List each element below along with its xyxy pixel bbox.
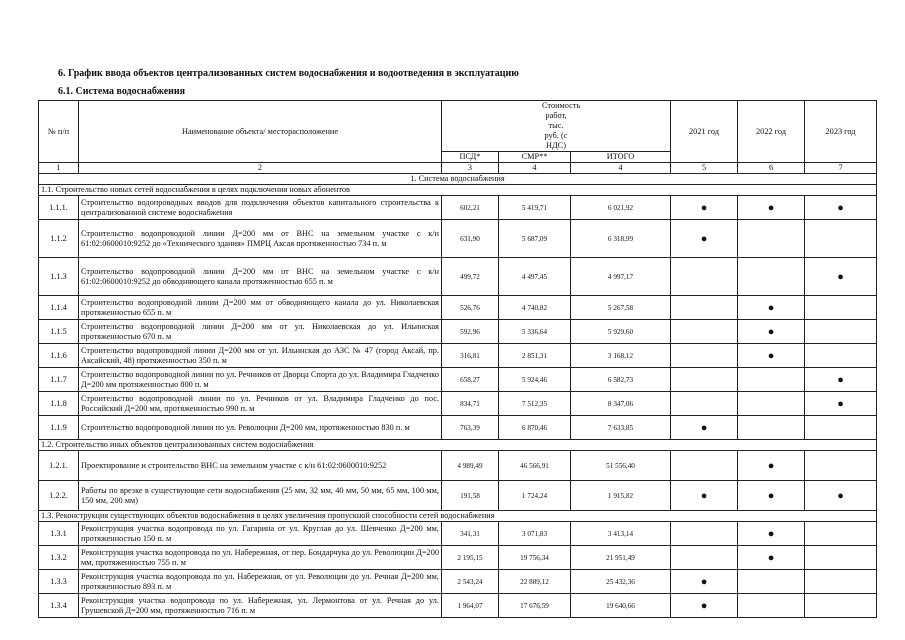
object-name: Реконструкция участка водопровода по ул. Набережная, от пер. Бондарчука до ул. Революции Д=200 мм, протяженностью 755 п. м [79, 546, 442, 570]
row-number: 1.3.2 [39, 546, 79, 570]
smr-cost: 5 419,71 [499, 196, 571, 220]
year-2022-marker: ● [738, 451, 805, 481]
year-2023-marker: ● [805, 258, 877, 296]
total-cost: 8 347,06 [571, 392, 671, 416]
psd-cost: 526,76 [442, 296, 499, 320]
psd-cost: 592,96 [442, 320, 499, 344]
total-cost: 3 168,12 [571, 344, 671, 368]
table-row [39, 344, 877, 368]
object-name: Строительство водопроводной линии Д=200 мм от ВНС на земельном участке с к/н 61:02:0600010:9252 до обводняющего канала протяженностью 655 п. м [79, 258, 442, 296]
object-name: Строительство водопроводной линии по ул. Речников от Дворца Спорта до ул. Владимира Гладченко Д=200 мм протяженностью 800 п. м [79, 368, 442, 392]
object-name: Строительство водопроводной линии Д=200 мм от ВНС на земельном участке с к/н 61:02:0600010:9252 до «Технического здания» ПМРЦ Аксая протяженностью 734 п. м [79, 220, 442, 258]
row-number: 1.3.4 [39, 594, 79, 618]
header-2022: 2022 год [738, 101, 805, 163]
year-2022-marker [738, 220, 805, 258]
total-cost: 5 929,60 [571, 320, 671, 344]
year-2023-marker: ● [805, 368, 877, 392]
section-title: 1. Система водоснабжения [39, 174, 877, 185]
total-cost: 7 633,85 [571, 416, 671, 440]
year-2021-marker [671, 296, 738, 320]
col-number: 5 [671, 163, 738, 174]
object-name: Работы по врезке в существующие сети водоснабжения (25 мм, 32 мм, 40 мм, 50 мм, 65 мм, 100 мм, 150 мм, 200 мм) [79, 481, 442, 511]
table-row [39, 368, 877, 392]
object-name: Строительство водопроводной линии по ул. Речников от ул. Владимира Гладченко до пос. Российский Д=200 мм, протяженностью 990 п. м [79, 392, 442, 416]
col-number: 3 [442, 163, 499, 174]
total-cost: 25 432,36 [571, 570, 671, 594]
group-title: 1.1. Строительство новых сетей водоснабжения в целях подключения новых абонентов [39, 185, 877, 196]
psd-cost: 316,81 [442, 344, 499, 368]
smr-cost: 5 924,46 [499, 368, 571, 392]
year-2021-marker: ● [671, 481, 738, 511]
object-name: Строительство водопроводных вводов для подключения объектов капитального строительства к централизованной системе водоснабжения [79, 196, 442, 220]
year-2023-marker [805, 570, 877, 594]
object-name: Строительство водопроводной линии Д=200 мм от ул. Николаевская до ул. Ильинская протяженностью 670 п. м [79, 320, 442, 344]
row-number: 1.1.7 [39, 368, 79, 392]
object-name: Проектирование и строительство ВНС на земельном участке с к/н 61:02:0600010:9252 [79, 451, 442, 481]
smr-cost: 2 851,31 [499, 344, 571, 368]
year-2023-marker [805, 296, 877, 320]
object-name: Строительство водопроводной линии Д=200 мм от ул. Ильинская до АЗС № 47 (город Аксай, пр. Аксайский, 48) протяженностью 350 п. м [79, 344, 442, 368]
year-2021-marker: ● [671, 196, 738, 220]
smr-cost: 3 071,83 [499, 522, 571, 546]
year-2022-marker: ● [738, 481, 805, 511]
header-total: ИТОГО [571, 152, 671, 163]
smr-cost: 6 870,46 [499, 416, 571, 440]
year-2022-marker: ● [738, 196, 805, 220]
object-name: Реконструкция участка водопровода по ул. Гагарина от ул. Круглая до ул. Шевченко Д=200 мм, протяженностью 150 п. м [79, 522, 442, 546]
column-number-row [39, 163, 877, 174]
year-2023-marker: ● [805, 392, 877, 416]
smr-cost: 22 889,12 [499, 570, 571, 594]
psd-cost: 1 964,07 [442, 594, 499, 618]
header-row-1 [39, 101, 877, 152]
col-number: 6 [738, 163, 805, 174]
psd-cost: 341,31 [442, 522, 499, 546]
table-row [39, 546, 877, 570]
row-number: 1.2.2. [39, 481, 79, 511]
group-row [39, 185, 877, 196]
year-2023-marker [805, 522, 877, 546]
table-row [39, 296, 877, 320]
header-num: № п/п [39, 101, 79, 163]
group-title: 1.2. Строительство иных объектов централизованных систем водоснабжения [39, 440, 877, 451]
psd-cost: 2 543,24 [442, 570, 499, 594]
header-2023: 2023 год [805, 101, 877, 163]
psd-cost: 658,27 [442, 368, 499, 392]
smr-cost: 5 336,64 [499, 320, 571, 344]
year-2022-marker [738, 416, 805, 440]
table-row [39, 570, 877, 594]
psd-cost: 631,90 [442, 220, 499, 258]
total-cost: 6 021,92 [571, 196, 671, 220]
year-2022-marker [738, 258, 805, 296]
smr-cost: 17 676,59 [499, 594, 571, 618]
col-number: 1 [39, 163, 79, 174]
year-2022-marker: ● [738, 296, 805, 320]
row-number: 1.1.1. [39, 196, 79, 220]
psd-cost: 602,21 [442, 196, 499, 220]
col-number: 4 [499, 163, 571, 174]
year-2023-marker [805, 451, 877, 481]
total-cost: 3 413,14 [571, 522, 671, 546]
row-number: 1.1.2 [39, 220, 79, 258]
object-name: Реконструкция участка водопровода по ул. Набережная, от ул. Революции до ул. Речная Д=200 мм, протяженностью 893 п. м [79, 570, 442, 594]
year-2022-marker: ● [738, 344, 805, 368]
header-psd: ПСД* [442, 152, 499, 163]
row-number: 1.1.6 [39, 344, 79, 368]
psd-cost: 2 195,15 [442, 546, 499, 570]
year-2022-marker [738, 570, 805, 594]
year-2023-marker [805, 220, 877, 258]
section-subheading: 6.1. Система водоснабжения [58, 86, 186, 97]
smr-cost: 4 740,82 [499, 296, 571, 320]
year-2022-marker [738, 392, 805, 416]
year-2021-marker [671, 522, 738, 546]
psd-cost: 4 989,49 [442, 451, 499, 481]
table-row [39, 522, 877, 546]
col-number: 2 [79, 163, 442, 174]
row-number: 1.1.5 [39, 320, 79, 344]
smr-cost: 46 566,91 [499, 451, 571, 481]
table-row [39, 258, 877, 296]
table-row [39, 196, 877, 220]
group-title: 1.3. Реконструкция существующих объектов водоснабжения в целях увеличения пропускной способности сетей водоснабжения [39, 511, 877, 522]
year-2023-marker [805, 594, 877, 618]
total-cost: 1 915,82 [571, 481, 671, 511]
year-2023-marker: ● [805, 481, 877, 511]
row-number: 1.3.3 [39, 570, 79, 594]
commissioning-schedule-table [38, 100, 877, 618]
total-cost: 51 556,40 [571, 451, 671, 481]
year-2023-marker [805, 546, 877, 570]
total-cost: 21 951,49 [571, 546, 671, 570]
header-cost: Стоимость работ, тыс. руб. (с НДС) [442, 101, 671, 152]
year-2021-marker: ● [671, 220, 738, 258]
row-number: 1.1.8 [39, 392, 79, 416]
year-2021-marker [671, 392, 738, 416]
object-name: Строительство водопроводной линии по ул. Революции Д=200 мм, протяженностью 830 п. м [79, 416, 442, 440]
year-2021-marker [671, 451, 738, 481]
year-2023-marker [805, 320, 877, 344]
year-2023-marker: ● [805, 196, 877, 220]
year-2021-marker [671, 258, 738, 296]
row-number: 1.3.1 [39, 522, 79, 546]
year-2022-marker [738, 368, 805, 392]
year-2021-marker: ● [671, 570, 738, 594]
total-cost: 19 640,66 [571, 594, 671, 618]
total-cost: 6 582,73 [571, 368, 671, 392]
page-heading: 6. График ввода объектов централизованных систем водоснабжения и водоотведения в эксплуатацию [58, 68, 519, 79]
table-row [39, 451, 877, 481]
col-number: 7 [805, 163, 877, 174]
table-row [39, 594, 877, 618]
year-2023-marker [805, 344, 877, 368]
row-number: 1.2.1. [39, 451, 79, 481]
year-2022-marker [738, 594, 805, 618]
total-cost: 4 997,17 [571, 258, 671, 296]
table-row [39, 220, 877, 258]
year-2021-marker: ● [671, 594, 738, 618]
header-2021: 2021 год [671, 101, 738, 163]
year-2021-marker [671, 344, 738, 368]
table-row [39, 481, 877, 511]
table-row [39, 392, 877, 416]
year-2021-marker: ● [671, 416, 738, 440]
group-row [39, 440, 877, 451]
psd-cost: 834,71 [442, 392, 499, 416]
table-row [39, 320, 877, 344]
header-name: Наименование объекта/ месторасположение [79, 101, 442, 163]
group-row [39, 511, 877, 522]
year-2022-marker: ● [738, 546, 805, 570]
smr-cost: 1 724,24 [499, 481, 571, 511]
row-number: 1.1.3 [39, 258, 79, 296]
table-row [39, 416, 877, 440]
row-number: 1.1.9 [39, 416, 79, 440]
smr-cost: 5 687,09 [499, 220, 571, 258]
year-2022-marker: ● [738, 320, 805, 344]
smr-cost: 4 497,45 [499, 258, 571, 296]
total-cost: 5 267,58 [571, 296, 671, 320]
section-row [39, 174, 877, 185]
col-number: 4 [571, 163, 671, 174]
year-2023-marker [805, 416, 877, 440]
year-2021-marker [671, 320, 738, 344]
psd-cost: 499,72 [442, 258, 499, 296]
object-name: Строительство водопроводной линии Д=200 мм от обводняющего канала до ул. Николаевская протяженностью 655 п. м [79, 296, 442, 320]
smr-cost: 7 512,35 [499, 392, 571, 416]
smr-cost: 19 756,34 [499, 546, 571, 570]
row-number: 1.1.4 [39, 296, 79, 320]
total-cost: 6 318,99 [571, 220, 671, 258]
year-2021-marker [671, 546, 738, 570]
header-smr: СМР** [499, 152, 571, 163]
object-name: Реконструкция участка водопровода по ул. Набережная, ул. Лермонтова от ул. Речная до ул. Грушевской Д=200 мм, протяженностью 716 п. м [79, 594, 442, 618]
year-2022-marker: ● [738, 522, 805, 546]
psd-cost: 191,58 [442, 481, 499, 511]
year-2021-marker [671, 368, 738, 392]
psd-cost: 763,39 [442, 416, 499, 440]
